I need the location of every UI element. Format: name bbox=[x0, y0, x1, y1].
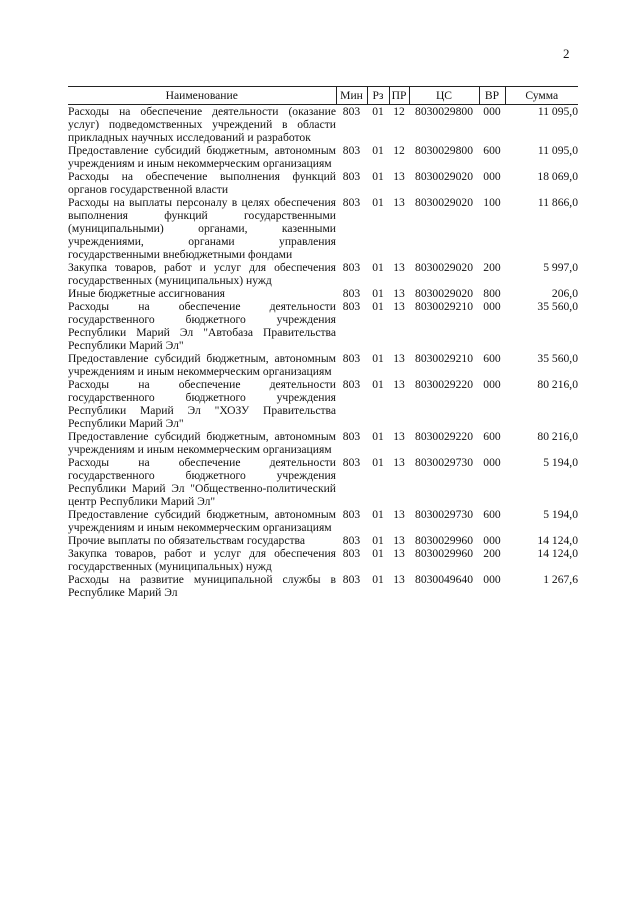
cell-cs: 8030029220 bbox=[415, 378, 473, 391]
cell-rz: 01 bbox=[372, 261, 384, 274]
cell-cs: 8030029210 bbox=[415, 352, 473, 365]
cell-cs: 8030029220 bbox=[415, 430, 473, 443]
cell-min: 803 bbox=[342, 534, 361, 547]
table-row bbox=[68, 144, 578, 170]
cell-pr: 13 bbox=[393, 573, 405, 586]
cell-rz: 01 bbox=[372, 105, 384, 118]
cell-rz: 01 bbox=[372, 456, 384, 469]
table-row bbox=[68, 573, 578, 599]
table-row bbox=[68, 430, 578, 456]
cell-pr: 13 bbox=[393, 430, 405, 443]
table-row bbox=[68, 352, 578, 378]
cell-rz: 01 bbox=[372, 170, 384, 183]
cell-cs: 8030029800 bbox=[415, 105, 473, 118]
cell-cs: 8030029020 bbox=[415, 261, 473, 274]
cell-cs: 8030029960 bbox=[415, 534, 473, 547]
cell-min: 803 bbox=[342, 261, 361, 274]
cell-pr: 13 bbox=[393, 378, 405, 391]
cell-rz: 01 bbox=[372, 300, 384, 313]
cell-cs: 8030029020 bbox=[415, 287, 473, 300]
table-row bbox=[68, 196, 578, 261]
cell-vr: 000 bbox=[483, 456, 501, 469]
cell-cs: 8030029210 bbox=[415, 300, 473, 313]
table-row bbox=[68, 378, 578, 430]
cell-sum: 14 124,0 bbox=[537, 547, 578, 560]
cell-cs: 8030029020 bbox=[415, 170, 473, 183]
cell-min: 803 bbox=[342, 144, 361, 157]
cell-vr: 100 bbox=[483, 196, 501, 209]
page-number: 2 bbox=[563, 46, 570, 61]
cell-vr: 000 bbox=[483, 300, 501, 313]
cell-min: 803 bbox=[342, 287, 361, 300]
cell-sum: 14 124,0 bbox=[537, 534, 578, 547]
cell-rz: 01 bbox=[372, 378, 384, 391]
cell-rz: 01 bbox=[372, 430, 384, 443]
cell-rz: 01 bbox=[372, 508, 384, 521]
header-rz: Рз bbox=[367, 87, 389, 105]
cell-vr: 000 bbox=[483, 534, 501, 547]
cell-pr: 12 bbox=[393, 105, 405, 118]
table-row bbox=[68, 170, 578, 196]
cell-rz: 01 bbox=[372, 573, 384, 586]
table-row bbox=[68, 261, 578, 287]
cell-sum: 5 997,0 bbox=[543, 261, 578, 274]
cell-pr: 13 bbox=[393, 196, 405, 209]
cell-sum: 11 095,0 bbox=[537, 105, 578, 118]
cell-name: Иные бюджетные ассигнования bbox=[68, 287, 225, 300]
cell-min: 803 bbox=[342, 508, 361, 521]
cell-pr: 13 bbox=[393, 534, 405, 547]
cell-name: Расходы на обеспечение деятельности государственного бюджетного учреждения Республики Марий Эл "Общественно-политический центр Республики Марий Эл" bbox=[68, 456, 336, 508]
cell-cs: 8030029730 bbox=[415, 508, 473, 521]
cell-pr: 13 bbox=[393, 352, 405, 365]
cell-pr: 13 bbox=[393, 508, 405, 521]
cell-cs: 8030049640 bbox=[415, 573, 473, 586]
table-row bbox=[68, 534, 578, 547]
cell-cs: 8030029730 bbox=[415, 456, 473, 469]
cell-name: Закупка товаров, работ и услуг для обеспечения государственных (муниципальных) нужд bbox=[68, 261, 336, 287]
cell-min: 803 bbox=[342, 196, 361, 209]
table-row bbox=[68, 287, 578, 300]
cell-vr: 600 bbox=[483, 144, 501, 157]
cell-min: 803 bbox=[342, 105, 361, 118]
cell-sum: 11 866,0 bbox=[537, 196, 578, 209]
cell-min: 803 bbox=[342, 573, 361, 586]
table-row bbox=[68, 456, 578, 508]
cell-vr: 600 bbox=[483, 352, 501, 365]
header-sum: Сумма bbox=[505, 87, 578, 105]
cell-rz: 01 bbox=[372, 547, 384, 560]
cell-vr: 000 bbox=[483, 573, 501, 586]
cell-name: Расходы на обеспечение деятельности государственного бюджетного учреждения Республики Марий Эл "Автобаза Правительства Республики Марий Эл" bbox=[68, 300, 336, 352]
cell-sum: 5 194,0 bbox=[543, 456, 578, 469]
cell-min: 803 bbox=[342, 547, 361, 560]
header-min: Мин bbox=[336, 87, 367, 105]
cell-name: Расходы на развитие муниципальной службы в Республике Марий Эл bbox=[68, 573, 336, 599]
cell-rz: 01 bbox=[372, 196, 384, 209]
header-name: Наименование bbox=[68, 87, 336, 105]
table-row bbox=[68, 300, 578, 352]
cell-min: 803 bbox=[342, 456, 361, 469]
table-row bbox=[68, 508, 578, 534]
cell-sum: 35 560,0 bbox=[537, 352, 578, 365]
header-row bbox=[68, 87, 578, 105]
cell-cs: 8030029800 bbox=[415, 144, 473, 157]
cell-min: 803 bbox=[342, 352, 361, 365]
cell-sum: 206,0 bbox=[551, 287, 578, 300]
cell-pr: 13 bbox=[393, 287, 405, 300]
cell-min: 803 bbox=[342, 430, 361, 443]
cell-sum: 5 194,0 bbox=[543, 508, 578, 521]
cell-name: Расходы на обеспечение выполнения функций органов государственной власти bbox=[68, 170, 336, 196]
cell-vr: 000 bbox=[483, 378, 501, 391]
header-vr: ВР bbox=[479, 87, 505, 105]
cell-name: Закупка товаров, работ и услуг для обеспечения государственных (муниципальных) нужд bbox=[68, 547, 336, 573]
table-row bbox=[68, 105, 578, 145]
cell-name: Расходы на обеспечение деятельности (оказание услуг) подведомственных учреждений в области прикладных научных исследований и разработок bbox=[68, 105, 336, 144]
cell-name: Предоставление субсидий бюджетным, автономным учреждениям и иным некоммерческим организациям bbox=[68, 430, 336, 456]
header-pr: ПР bbox=[389, 87, 409, 105]
cell-pr: 12 bbox=[393, 144, 405, 157]
table-body bbox=[68, 105, 578, 600]
cell-vr: 600 bbox=[483, 508, 501, 521]
cell-min: 803 bbox=[342, 300, 361, 313]
cell-pr: 13 bbox=[393, 261, 405, 274]
cell-vr: 600 bbox=[483, 430, 501, 443]
cell-vr: 000 bbox=[483, 105, 501, 118]
cell-name: Прочие выплаты по обязательствам государства bbox=[68, 534, 305, 547]
cell-min: 803 bbox=[342, 378, 361, 391]
cell-sum: 1 267,6 bbox=[543, 573, 578, 586]
cell-rz: 01 bbox=[372, 287, 384, 300]
cell-cs: 8030029020 bbox=[415, 196, 473, 209]
header-cs: ЦС bbox=[409, 87, 479, 105]
cell-vr: 000 bbox=[483, 170, 501, 183]
cell-sum: 11 095,0 bbox=[537, 144, 578, 157]
cell-sum: 18 069,0 bbox=[537, 170, 578, 183]
table-row bbox=[68, 547, 578, 573]
cell-rz: 01 bbox=[372, 352, 384, 365]
cell-pr: 13 bbox=[393, 456, 405, 469]
cell-vr: 200 bbox=[483, 261, 501, 274]
cell-sum: 35 560,0 bbox=[537, 300, 578, 313]
cell-vr: 800 bbox=[483, 287, 501, 300]
cell-name: Предоставление субсидий бюджетным, автономным учреждениям и иным некоммерческим организациям bbox=[68, 352, 336, 378]
table-header bbox=[68, 87, 578, 105]
cell-name: Предоставление субсидий бюджетным, автономным учреждениям и иным некоммерческим организациям bbox=[68, 144, 336, 170]
cell-min: 803 bbox=[342, 170, 361, 183]
cell-vr: 200 bbox=[483, 547, 501, 560]
cell-pr: 13 bbox=[393, 547, 405, 560]
cell-name: Предоставление субсидий бюджетным, автономным учреждениям и иным некоммерческим организациям bbox=[68, 508, 336, 534]
budget-table bbox=[68, 86, 578, 599]
cell-rz: 01 bbox=[372, 144, 384, 157]
cell-sum: 80 216,0 bbox=[537, 430, 578, 443]
cell-rz: 01 bbox=[372, 534, 384, 547]
cell-pr: 13 bbox=[393, 300, 405, 313]
cell-cs: 8030029960 bbox=[415, 547, 473, 560]
cell-name: Расходы на выплаты персоналу в целях обеспечения выполнения функций государственными (муниципальными) органами, казенными учреждениями, органами управления государственными внебюджетными фондами bbox=[68, 196, 336, 261]
cell-sum: 80 216,0 bbox=[537, 378, 578, 391]
cell-pr: 13 bbox=[393, 170, 405, 183]
cell-name: Расходы на обеспечение деятельности государственного бюджетного учреждения Республики Марий Эл "ХОЗУ Правительства Республики Марий Эл" bbox=[68, 378, 336, 430]
